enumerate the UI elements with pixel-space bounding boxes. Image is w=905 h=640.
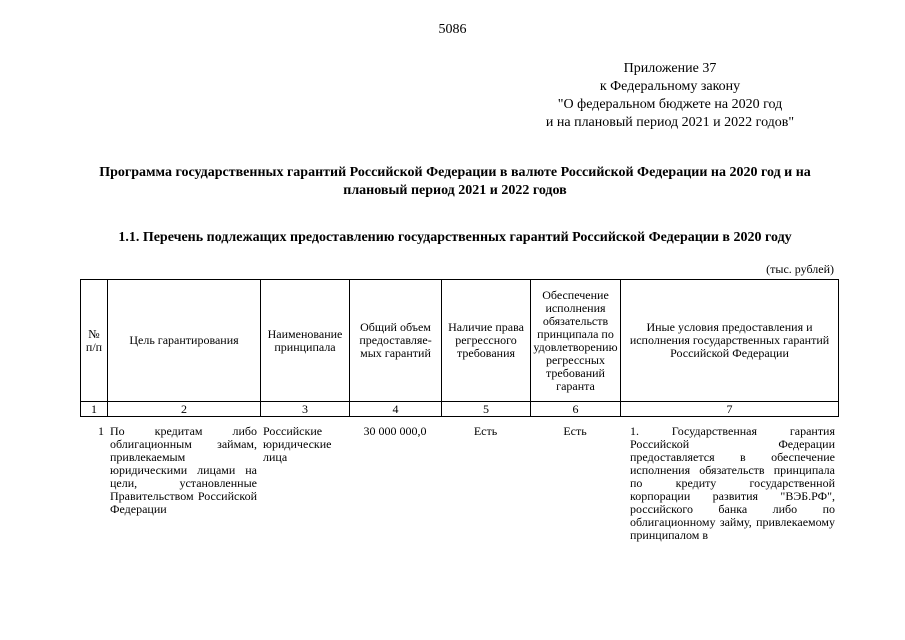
column-number: 3 [261, 402, 350, 417]
column-header: № п/п [81, 280, 108, 402]
column-header: Иные условия предоставления и исполнения государственных гарантий Российской Федерации [621, 280, 839, 402]
column-header: Общий объем предоставляе-мых гарантий [350, 280, 442, 402]
units-label: (тыс. рублей) [766, 262, 834, 276]
column-header: Цель гарантирования [108, 280, 261, 402]
column-number: 4 [350, 402, 442, 417]
table-header-row [81, 280, 839, 402]
document-title: Программа государственных гарантий Российской Федерации в валюте Российской Федерации на 2020 год и на плановый период 2021 и 2022 годов [99, 165, 811, 198]
regress-right: Есть [473, 424, 498, 438]
appendix-line: и на плановый период 2021 и 2022 годов" [545, 115, 795, 130]
column-header: Наличие права регрессного требования [442, 280, 531, 402]
column-number: 6 [531, 402, 621, 417]
column-number: 7 [621, 402, 839, 417]
appendix-header [540, 60, 800, 132]
column-number: 5 [442, 402, 531, 417]
appendix-line: к Федеральному закону [599, 79, 741, 94]
section-title: 1.1. Перечень подлежащих предоставлению государственных гарантий Российской Федерации в 2020 году [118, 230, 792, 245]
principal-name: Российские юридические лица [263, 424, 332, 464]
row-number: 1 [98, 424, 104, 438]
obligation-security: Есть [563, 424, 587, 438]
guarantee-amount: 30 000 000,0 [363, 424, 427, 438]
column-header: Наименование принципала [261, 280, 350, 402]
appendix-line: Приложение 37 [623, 61, 717, 76]
column-number: 2 [108, 402, 261, 417]
guarantees-table-body [80, 424, 838, 543]
column-number: 1 [81, 402, 108, 417]
page-number: 5086 [438, 22, 467, 37]
guarantees-table-header [80, 279, 839, 417]
guarantee-purpose: По кредитам либо облигационным займам, привлекаемым юридическими лицами на цели, установленные Правительством Российской Федерации [110, 424, 257, 516]
column-header: Обеспечение исполнения обязательств принципала по удовлетворению регрессных требований гаранта [531, 280, 621, 402]
appendix-line: "О федеральном бюджете на 2020 год [557, 97, 783, 112]
column-number-row [81, 402, 839, 417]
table-row [80, 424, 838, 543]
other-conditions: 1. Государственная гарантия Российской Федерации предоставляется в обеспечение исполнения обязательств принципала по кредиту государственной корпорации развития "ВЭБ.РФ", российского банка либо по облигационному займу, привлекаемому принципалом в [630, 424, 835, 542]
